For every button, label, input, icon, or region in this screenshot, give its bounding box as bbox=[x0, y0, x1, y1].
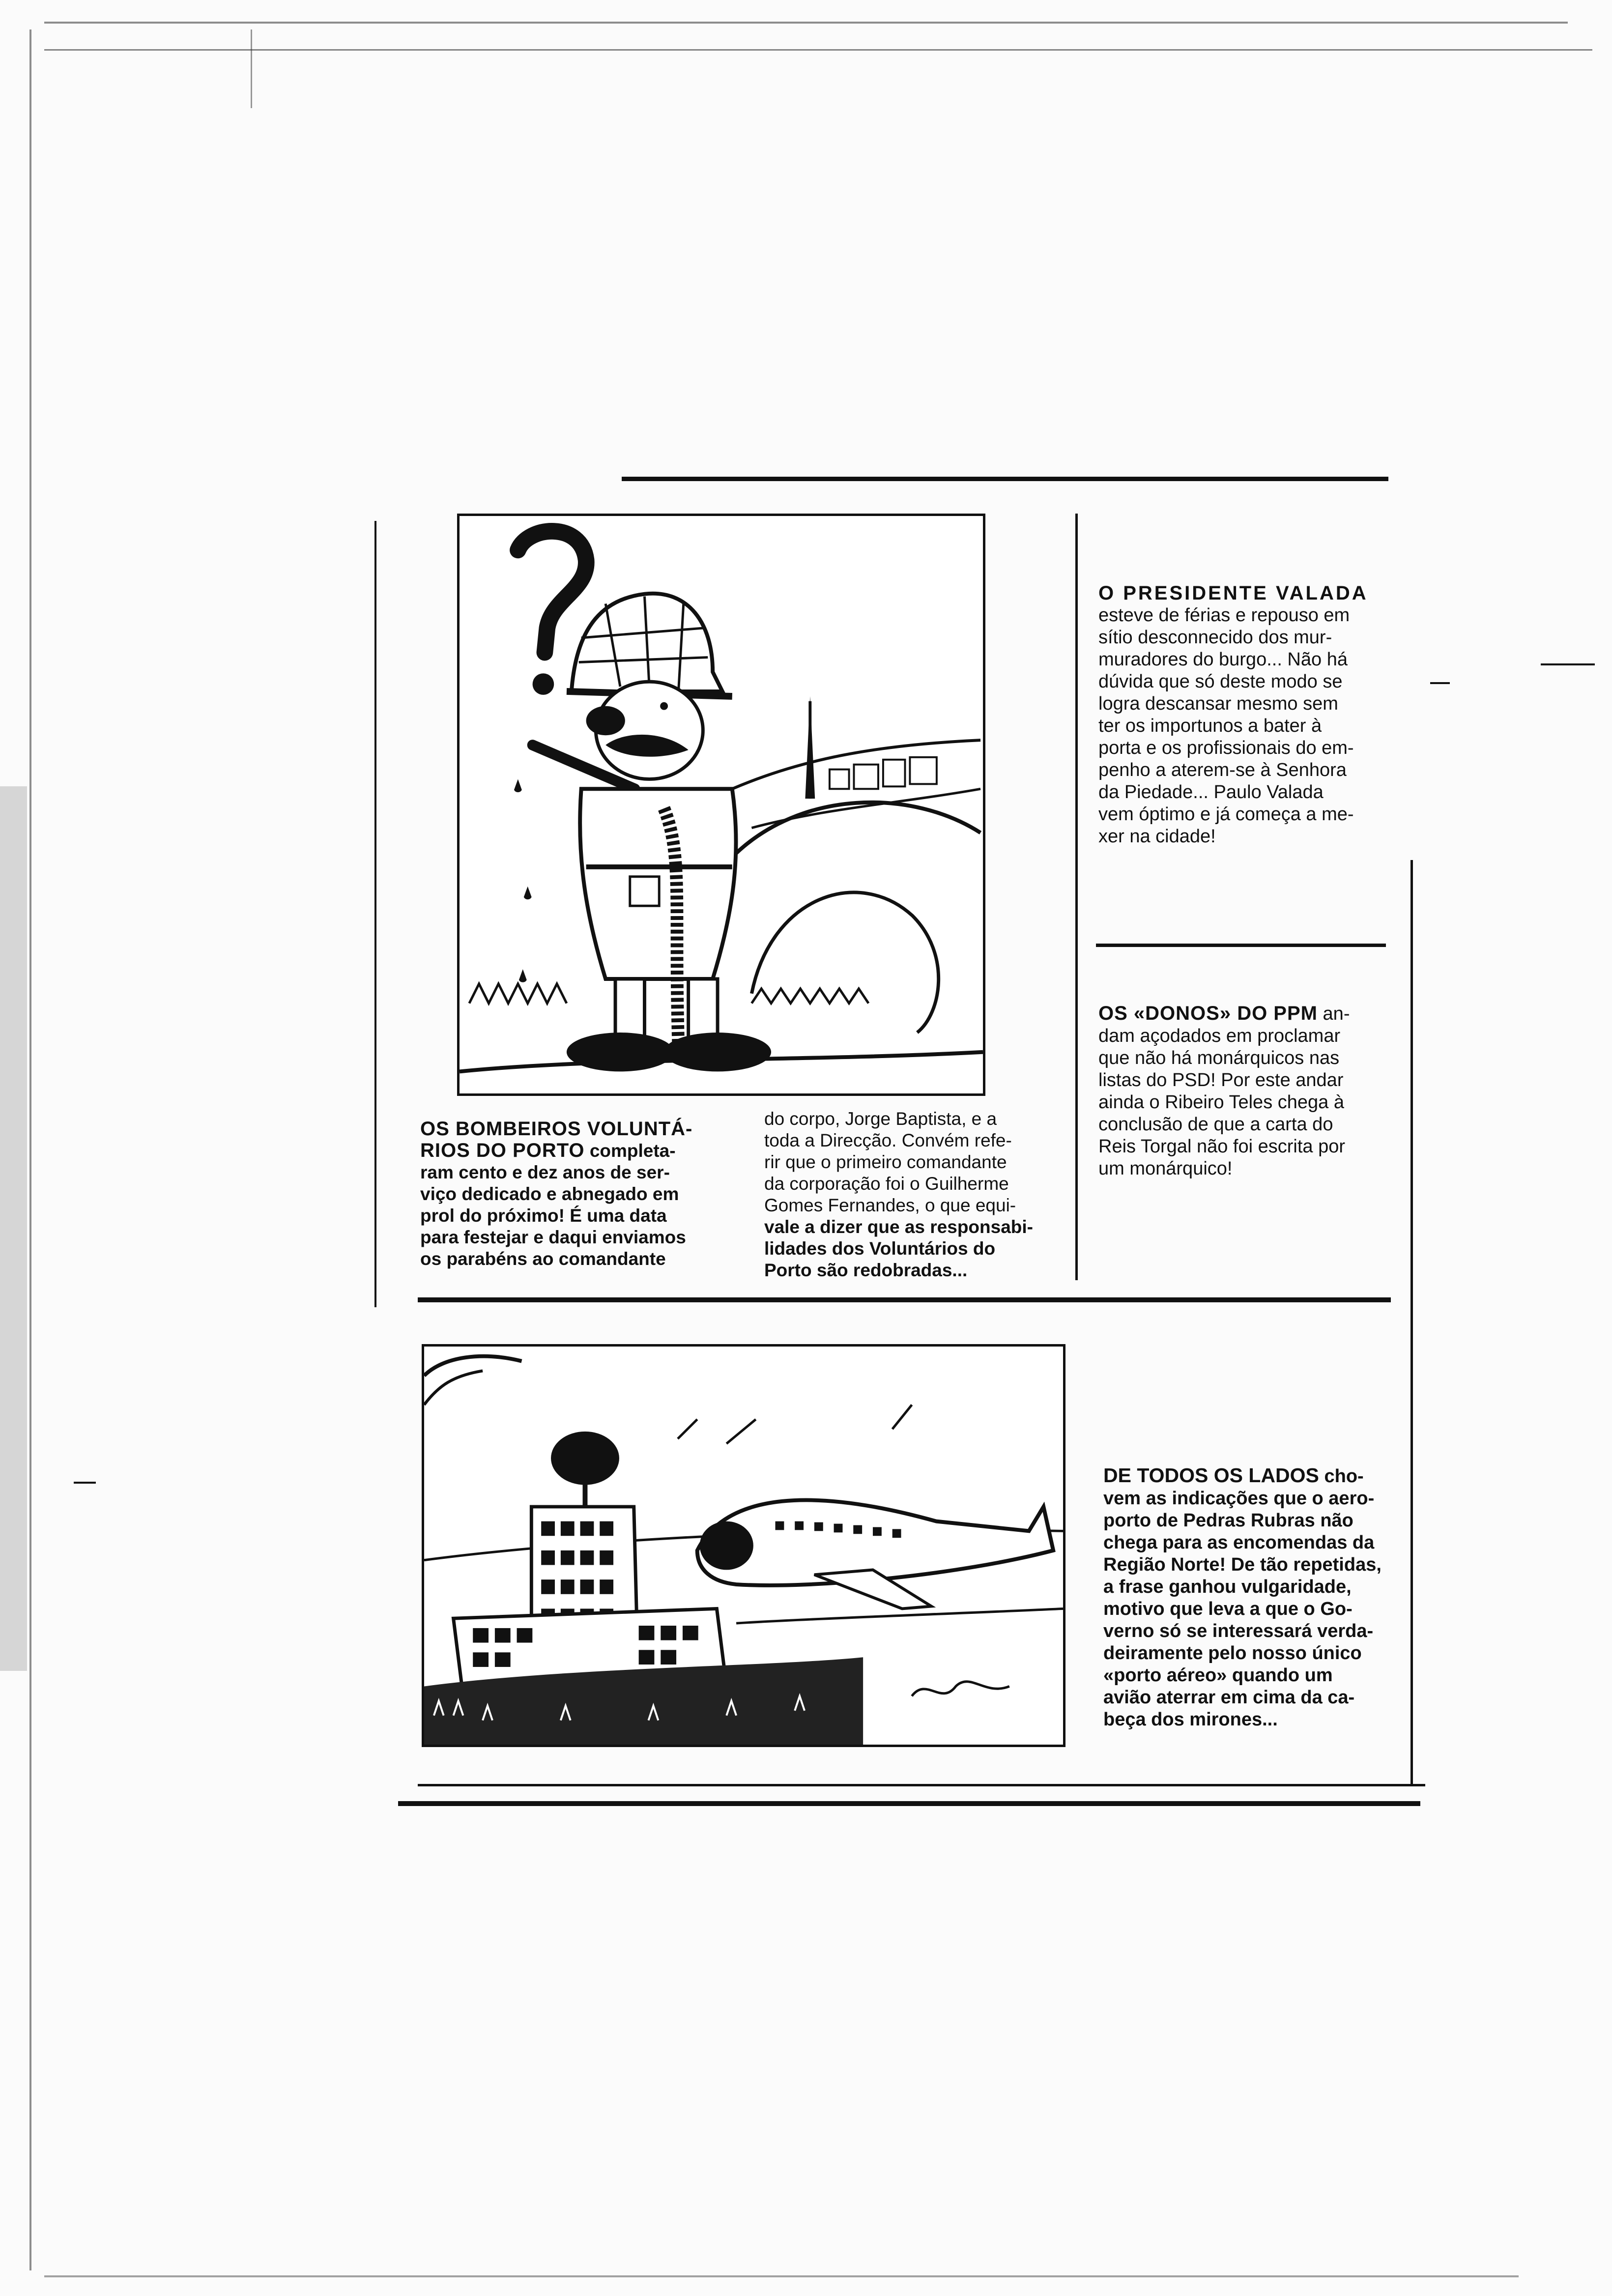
article-valada-lead: O PRESIDENTE VALADA bbox=[1098, 582, 1368, 604]
rule-right-mid bbox=[1096, 944, 1386, 947]
airport-cartoon bbox=[422, 1344, 1065, 1747]
article-lados-lead: DE TODOS OS LADOS bbox=[1103, 1464, 1319, 1487]
scan-bottom-edge bbox=[44, 2275, 1519, 2277]
article-lados-first-line bbox=[1103, 1464, 1403, 1488]
scan-noise-left bbox=[0, 786, 27, 1671]
article-valada-line: porta e os profissionais do em- bbox=[1098, 738, 1354, 758]
article-valada-line: muradores do burgo... Não há bbox=[1098, 649, 1348, 670]
article-lados-line: vem as indicações que o aero- bbox=[1103, 1488, 1375, 1509]
article-ppm-line: ainda o Ribeiro Teles chega à bbox=[1098, 1092, 1344, 1113]
rule-bottom bbox=[398, 1801, 1420, 1806]
article-lados bbox=[1103, 1464, 1403, 1731]
scan-top-edge bbox=[44, 22, 1568, 24]
firefighter-cartoon bbox=[457, 514, 985, 1096]
article-bombeiros-line: ram cento e dez anos de ser- bbox=[420, 1162, 670, 1182]
article-valada-line: dúvida que só deste modo se bbox=[1098, 671, 1343, 692]
article-lados-line: avião aterrar em cima da ca- bbox=[1103, 1687, 1355, 1708]
article-ppm-line: conclusão de que a carta do bbox=[1098, 1114, 1333, 1135]
article-valada-line: ter os importunos a bater à bbox=[1098, 716, 1322, 736]
margin-dash-right bbox=[1541, 663, 1595, 665]
scan-top-edge-2 bbox=[44, 49, 1592, 51]
margin-dash-right-2 bbox=[1430, 682, 1450, 684]
article-ppm-line: Reis Torgal não foi escrita por bbox=[1098, 1136, 1345, 1157]
rule-middle bbox=[418, 1297, 1391, 1302]
article-bombeiros-first-tail: completa- bbox=[589, 1141, 676, 1161]
article-lados-line: porto de Pedras Rubras não bbox=[1103, 1510, 1353, 1531]
article-lados-first-tail: cho- bbox=[1324, 1466, 1364, 1487]
article-lados-line: Região Norte! De tão repetidas, bbox=[1103, 1554, 1382, 1575]
article-bombeiros-col1 bbox=[420, 1118, 715, 1270]
article-bombeiros-line: para festejar e daqui enviamos bbox=[420, 1227, 686, 1247]
article-ppm-first-line bbox=[1098, 1003, 1393, 1025]
article-ppm bbox=[1098, 1003, 1393, 1180]
article-bombeiros-line: do corpo, Jorge Baptista, e a bbox=[764, 1109, 997, 1129]
article-bombeiros-line: prol do próximo! É uma data bbox=[420, 1205, 667, 1226]
article-bombeiros-line: rir que o primeiro comandante bbox=[764, 1152, 1007, 1172]
vrule-right bbox=[1410, 860, 1413, 1784]
article-ppm-line: dam açodados em proclamar bbox=[1098, 1026, 1341, 1046]
article-bombeiros-line: lidades dos Voluntários do bbox=[764, 1238, 996, 1259]
article-lados-line: beça dos mirones... bbox=[1103, 1709, 1278, 1730]
article-lados-line: chega para as encomendas da bbox=[1103, 1532, 1375, 1553]
article-bombeiros-lead-line2 bbox=[420, 1140, 715, 1162]
article-bombeiros-line: toda a Direcção. Convém refe- bbox=[764, 1130, 1012, 1150]
article-valada-line: xer na cidade! bbox=[1098, 826, 1216, 847]
article-valada-line: esteve de férias e repouso em bbox=[1098, 605, 1350, 626]
article-lados-line: deiramente pelo nosso único bbox=[1103, 1643, 1362, 1664]
article-bombeiros-line: vale a dizer que as responsabi- bbox=[764, 1217, 1033, 1237]
article-ppm-line: um monárquico! bbox=[1098, 1158, 1233, 1179]
article-valada bbox=[1098, 582, 1393, 848]
article-bombeiros-line: viço dedicado e abnegado em bbox=[420, 1184, 679, 1204]
article-ppm-line: que não há monárquicos nas bbox=[1098, 1048, 1340, 1068]
article-bombeiros-line: os parabéns ao comandante bbox=[420, 1249, 666, 1269]
article-valada-line: da Piedade... Paulo Valada bbox=[1098, 782, 1324, 803]
scan-left-inner bbox=[251, 29, 252, 108]
article-ppm-first-tail: an- bbox=[1323, 1004, 1350, 1024]
article-bombeiros-line: Gomes Fernandes, o que equi- bbox=[764, 1195, 1016, 1215]
vrule-left-column bbox=[374, 521, 376, 1307]
article-valada-line: logra descansar mesmo sem bbox=[1098, 693, 1338, 714]
article-valada-line: sítio desconnecido dos mur- bbox=[1098, 627, 1332, 648]
margin-dash-left bbox=[74, 1482, 96, 1484]
article-bombeiros-line: da corporação foi o Guilherme bbox=[764, 1174, 1009, 1194]
rule-bottom-box bbox=[418, 1784, 1425, 1786]
article-valada-line: penho a aterem-se à Senhora bbox=[1098, 760, 1347, 780]
article-lados-line: verno só se interessará verda- bbox=[1103, 1621, 1374, 1641]
scan-left-edge bbox=[29, 29, 31, 2270]
article-bombeiros-lead: OS BOMBEIROS VOLUNTÁ- bbox=[420, 1118, 693, 1140]
article-bombeiros-line: Porto são redobradas... bbox=[764, 1260, 968, 1280]
rule-top bbox=[622, 477, 1388, 481]
article-lados-line: a frase ganhou vulgaridade, bbox=[1103, 1577, 1352, 1597]
article-ppm-lead: OS «DONOS» DO PPM bbox=[1098, 1003, 1318, 1024]
article-bombeiros-col2 bbox=[764, 1108, 1059, 1281]
article-ppm-line: listas do PSD! Por este andar bbox=[1098, 1070, 1344, 1091]
article-lados-line: motivo que leva a que o Go- bbox=[1103, 1599, 1353, 1619]
vrule-middle bbox=[1075, 514, 1078, 1280]
article-lados-line: «porto aéreo» quando um bbox=[1103, 1665, 1333, 1686]
article-valada-line: vem óptimo e já começa a me- bbox=[1098, 804, 1354, 825]
article-bombeiros-lead2: RIOS DO PORTO bbox=[420, 1140, 585, 1161]
